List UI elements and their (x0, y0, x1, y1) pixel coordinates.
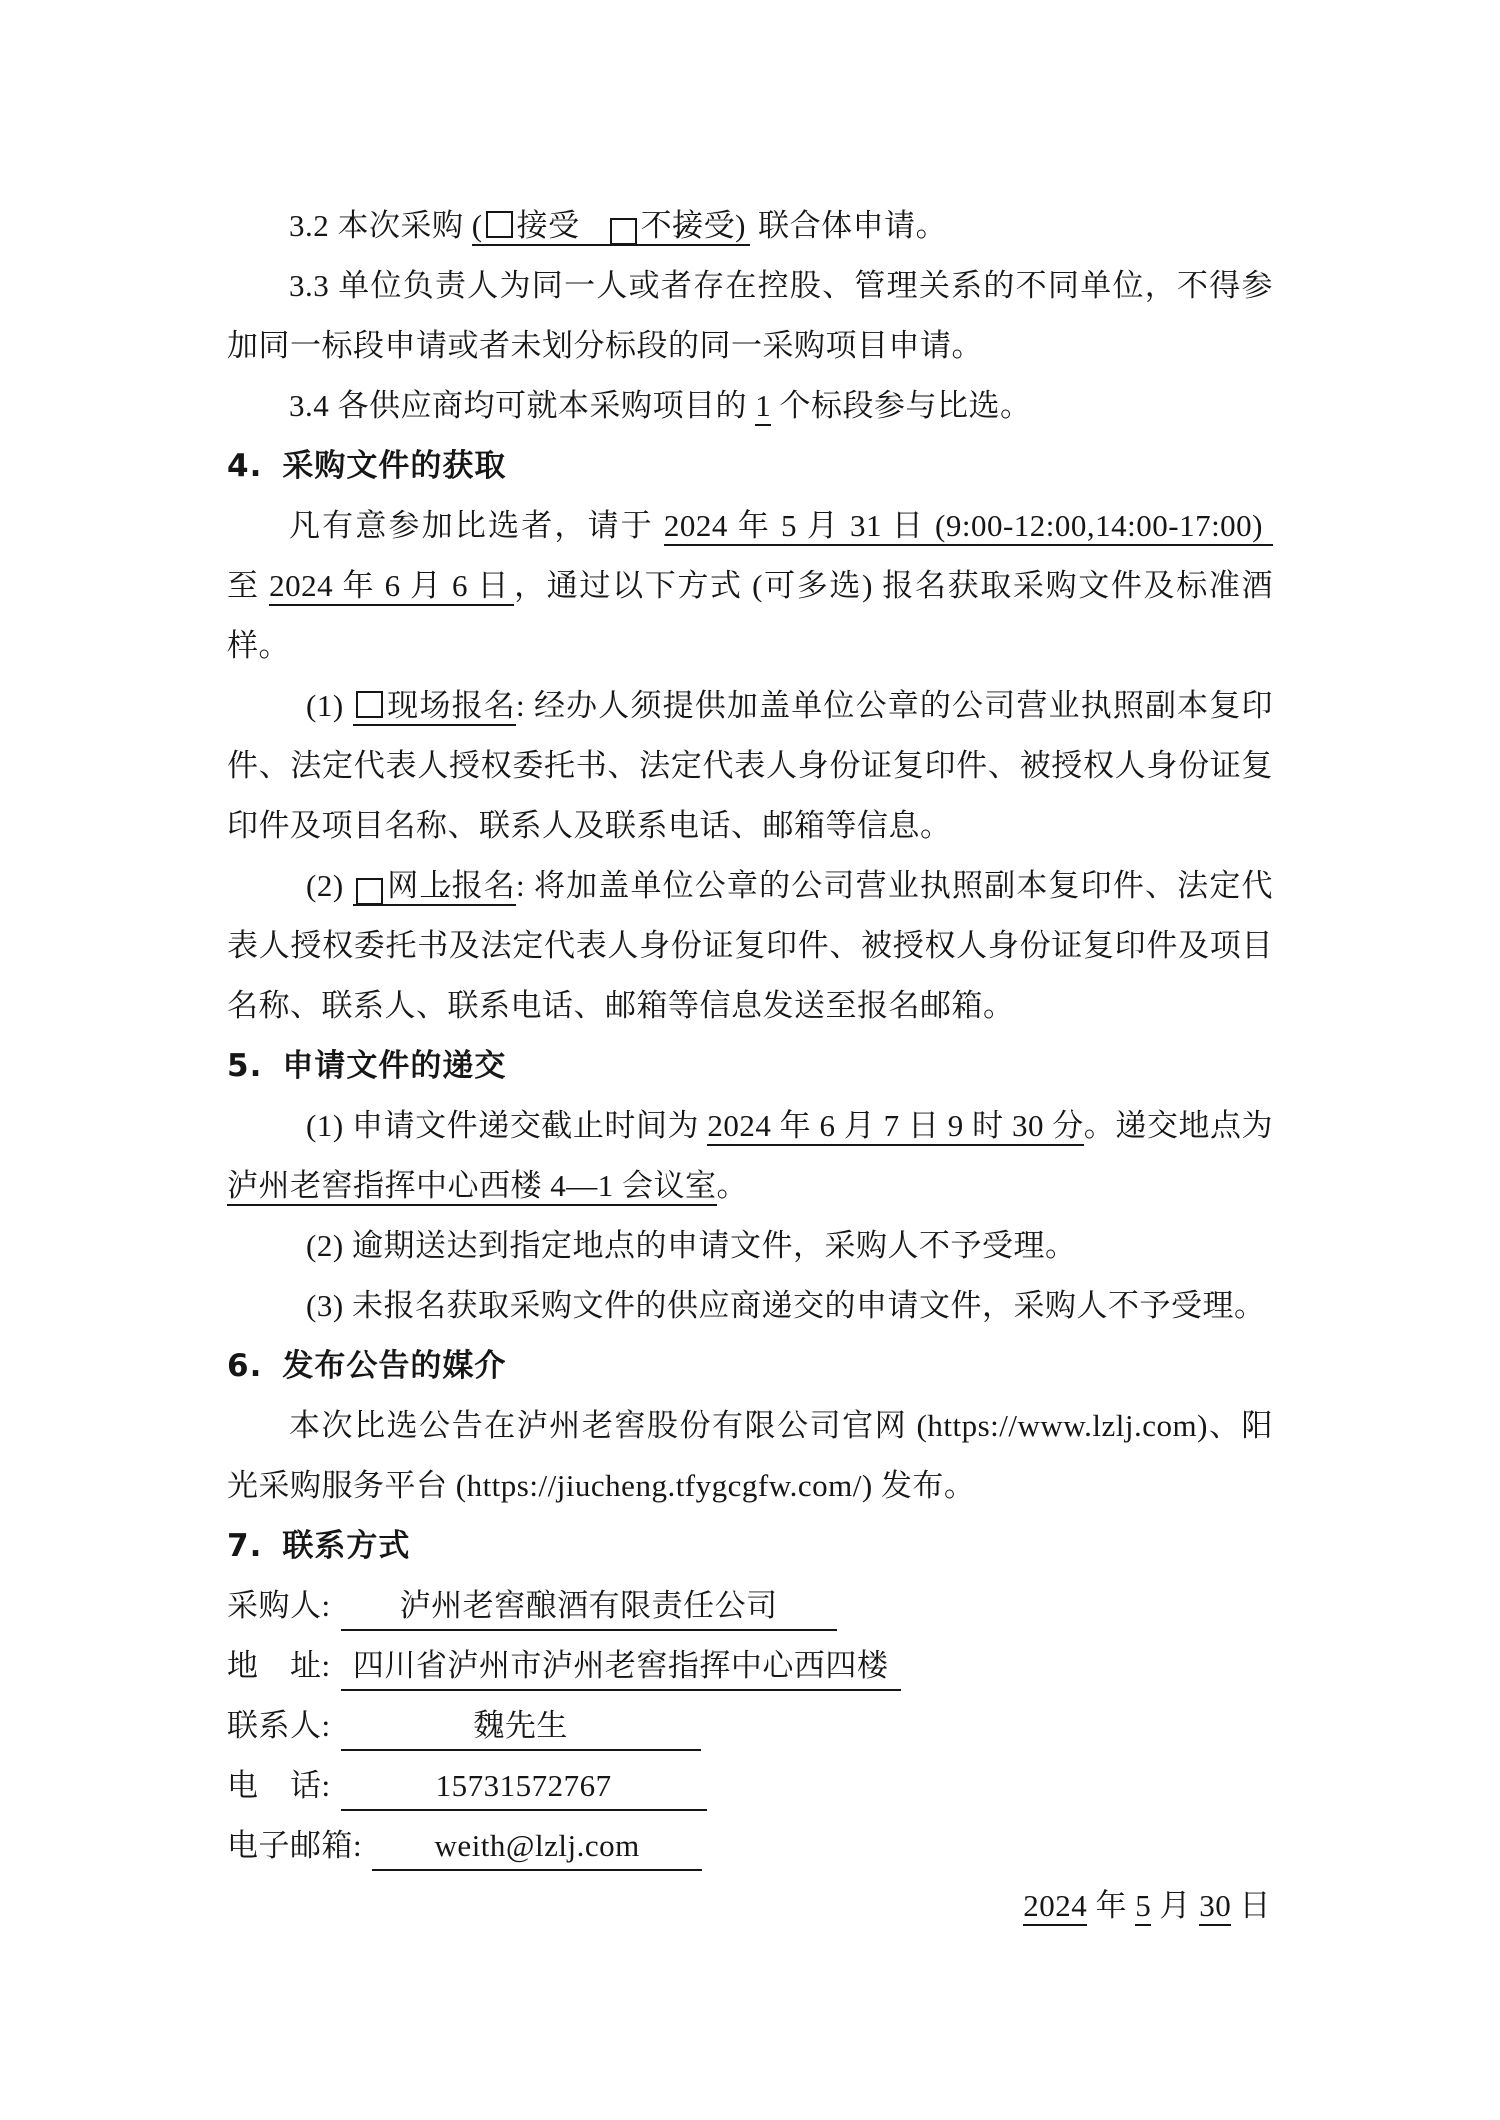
registration-option-onsite (227, 676, 1273, 856)
submission-deadline-item (227, 1096, 1273, 1216)
section-4-heading (227, 436, 1273, 496)
date-year: 2024 (1023, 1888, 1087, 1926)
section-5-number: 5. (227, 1048, 263, 1084)
registration-option-online (227, 856, 1273, 1036)
submission-deadline: 2024 年 6 月 7 日 9 时 30 分 (707, 1108, 1083, 1146)
clause-3-4-suffix: 个标段参与比选。 (779, 388, 1032, 423)
lot-count-value: 1 (755, 388, 771, 426)
phone-value: 15731572767 (341, 1763, 707, 1811)
reject-option-label: 不接受 (640, 208, 736, 243)
clause-3-3: 3.3 单位负责人为同一人或者存在控股、管理关系的不同单位，不得参加同一标段申请或者未划分标段的同一采购项目申请。 (227, 268, 1273, 363)
section-5-title: 申请文件的递交 (282, 1048, 507, 1084)
announcement-date (227, 1876, 1273, 1936)
contact-row-phone (227, 1756, 1273, 1816)
section-6-number: 6. (227, 1348, 263, 1384)
checkbox-unchecked-icon (356, 691, 383, 718)
onsite-option-label: 现场报名 (386, 688, 516, 723)
date-day-unit: 日 (1231, 1888, 1271, 1923)
clause-3-4 (227, 376, 1273, 436)
online-option-text: : 将加盖单位公章的公司营业执照副本复印件、法定代表人授权委托书及法定代表人身份证复印件、被授权人身份证复印件及项目名称、联系人、联系电话、邮箱等信息发送至报名邮箱。 (227, 868, 1274, 1023)
section-6-title: 发布公告的媒介 (282, 1348, 507, 1384)
section-4-title: 采购文件的获取 (282, 448, 507, 484)
contact-row-person (227, 1696, 1273, 1756)
buyer-value: 泸州老窖酿酒有限责任公司 (341, 1583, 837, 1631)
date-month: 5 (1135, 1888, 1151, 1926)
email-label: 电子邮箱: (227, 1828, 363, 1863)
onsite-option-group (353, 688, 516, 726)
obtain-end-date: 2024 年 6 月 6 日 (269, 568, 514, 606)
clause-3-2-text: 3.2 本次采购 (289, 208, 464, 243)
checkbox-checked-icon (356, 878, 383, 905)
section-7-heading (227, 1516, 1273, 1576)
document-content (227, 196, 1273, 1936)
checkbox-unchecked-icon (486, 211, 513, 238)
joint-bid-option-group (472, 208, 750, 246)
unregistered-item: (3) 未报名获取采购文件的供应商递交的申请文件，采购人不予受理。 (306, 1288, 1266, 1323)
checkbox-checked-icon (610, 218, 637, 245)
date-month-unit: 月 (1151, 1888, 1200, 1923)
obtain-start-date: 2024 年 5 月 31 日 (9:00-12:00,14:00-17:00) (664, 508, 1273, 546)
clause-3-2 (227, 196, 1273, 256)
item-1-number: (1) (306, 688, 344, 723)
address-value: 四川省泸州市泸州老窖指挥中心西四楼 (341, 1643, 901, 1691)
intro-lead: 凡有意参加比选者，请于 (289, 508, 654, 543)
late-delivery-item: (2) 逾期送达到指定地点的申请文件，采购人不予受理。 (306, 1228, 1077, 1263)
buyer-label: 采购人: (227, 1588, 331, 1623)
section-6-heading (227, 1336, 1273, 1396)
section-7-title: 联系方式 (282, 1528, 411, 1564)
contact-row-address (227, 1636, 1273, 1696)
contact-person-value: 魏先生 (341, 1703, 701, 1751)
date-year-unit: 年 (1087, 1888, 1136, 1923)
date-day: 30 (1199, 1888, 1231, 1926)
section-4-intro (227, 496, 1273, 676)
deadline-lead: 申请文件递交截止时间为 (352, 1108, 700, 1143)
section-4-number: 4. (227, 448, 263, 484)
contact-row-buyer (227, 1576, 1273, 1636)
intro-tail: ，通过以下方式 (可多选) 报名获取采购文件及标准酒样。 (227, 568, 1274, 663)
contact-person-label: 联系人: (227, 1708, 331, 1743)
clause-3-2-suffix: 联合体申请。 (758, 208, 948, 243)
section-7-number: 7. (227, 1528, 263, 1564)
phone-label: 电 话: (227, 1768, 331, 1803)
publication-media-text: 本次比选公告在泸州老窖股份有限公司官网 (https://www.lzlj.com)、阳光采购服务平台 (https://jiucheng.tfygcgfw.com/) 发布。 (227, 1408, 1273, 1503)
address-label: 地 址: (227, 1648, 331, 1683)
online-option-group (353, 868, 516, 906)
paren-open: ( (471, 208, 483, 243)
item-number: (1) (306, 1108, 344, 1143)
contact-row-email (227, 1816, 1273, 1876)
submission-place: 泸州老窖指挥中心西楼 4—1 会议室 (227, 1168, 717, 1206)
paren-close: ) (735, 208, 746, 243)
deadline-mid: 。递交地点为 (1083, 1108, 1274, 1143)
item-2-number: (2) (306, 868, 344, 903)
intro-mid: 至 (227, 568, 260, 603)
onsite-option-text: : 经办人须提供加盖单位公章的公司营业执照副本复印件、法定代表人授权委托书、法定代表人身份证复印件、被授权人身份证复印件及项目名称、联系人及联系电话、邮箱等信息。 (227, 688, 1274, 843)
online-option-label: 网上报名 (386, 868, 516, 903)
section-5-heading (227, 1036, 1273, 1096)
email-value: weith@lzlj.com (372, 1823, 702, 1871)
clause-3-4-prefix: 3.4 各供应商均可就本采购项目的 (289, 388, 747, 423)
deadline-tail: 。 (716, 1168, 748, 1203)
accept-option-label: 接受 (516, 208, 580, 243)
